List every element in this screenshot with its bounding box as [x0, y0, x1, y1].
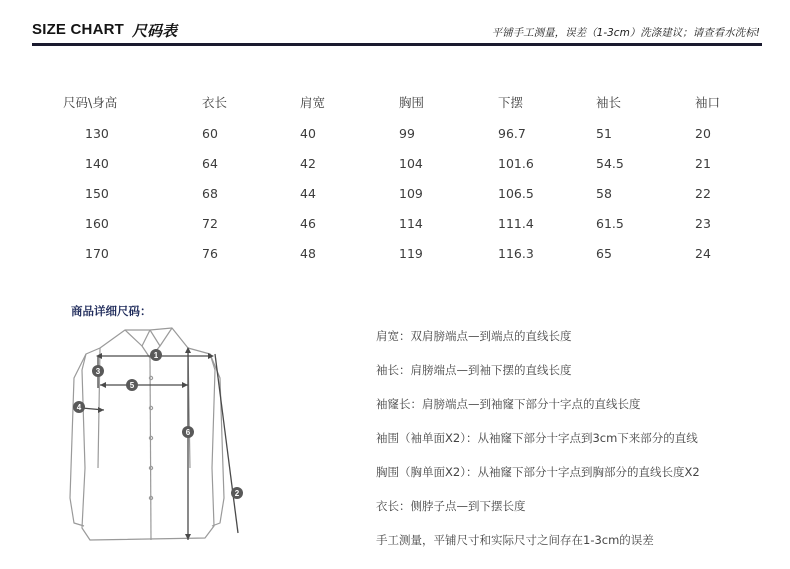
table-cell: 114 [399, 215, 423, 231]
table-cell: 58 [596, 185, 612, 201]
column-header: 肩宽 [300, 95, 326, 110]
column-header: 衣长 [202, 95, 228, 110]
table-cell: 106.5 [498, 185, 534, 201]
table-cell: 101.6 [498, 155, 534, 171]
table-cell: 22 [695, 185, 711, 201]
description-item: 肩宽：双肩膀端点—到端点的直线长度 [376, 329, 572, 343]
table-row [63, 208, 755, 238]
table-row [63, 148, 755, 178]
table-cell: 46 [300, 215, 316, 231]
marker-4-label: 4 [76, 403, 82, 412]
table-row [63, 178, 755, 208]
table-cell: 130 [85, 125, 109, 141]
table-header-row [63, 88, 755, 118]
description-item: 衣长：侧脖子点—到下摆长度 [376, 499, 526, 513]
table-cell: 51 [596, 125, 612, 141]
size-table [63, 88, 755, 268]
table-cell: 76 [202, 245, 218, 261]
table-cell: 72 [202, 215, 218, 231]
measure-arrow-icons [96, 347, 214, 540]
size-chart-title: SIZE CHART [32, 21, 124, 38]
table-cell: 170 [85, 245, 109, 261]
marker-3-label: 3 [95, 367, 101, 376]
description-item: 手工测量，平铺尺寸和实际尺寸之间存在1-3cm的误差 [376, 533, 654, 547]
description-item: 袖窿长：肩膀端点—到袖窿下部分十字点的直线长度 [376, 397, 641, 411]
column-header: 袖长 [596, 95, 622, 110]
table-cell: 96.7 [498, 125, 526, 141]
table-cell: 54.5 [596, 155, 624, 171]
marker-1-label: 1 [153, 351, 159, 360]
table-row [63, 238, 755, 268]
table-cell: 48 [300, 245, 316, 261]
table-cell: 61.5 [596, 215, 624, 231]
table-cell: 116.3 [498, 245, 534, 261]
table-cell: 42 [300, 155, 316, 171]
measurement-note: 平铺手工测量，误差（1-3cm）洗涤建议；请查看水洗标! [491, 27, 760, 39]
shirt-diagram [60, 318, 260, 548]
table-cell: 44 [300, 185, 316, 201]
table-cell: 150 [85, 185, 109, 201]
description-item: 胸围（胸单面X2）：从袖窿下部分十字点到胸部分的直线长度X2 [376, 465, 700, 479]
table-cell: 104 [399, 155, 423, 171]
table-cell: 40 [300, 125, 316, 141]
column-header: 袖口 [695, 95, 721, 110]
table-cell: 24 [695, 245, 711, 261]
description-item: 袖长：肩膀端点—到袖下摆的直线长度 [376, 363, 572, 377]
size-chart-title-cn: 尺码表 [132, 22, 178, 40]
table-cell: 111.4 [498, 215, 534, 231]
column-header: 下摆 [498, 95, 524, 110]
header [32, 18, 762, 46]
table-cell: 140 [85, 155, 109, 171]
measurement-descriptions [376, 328, 700, 566]
detail-title: 商品详细尺码： [71, 304, 152, 318]
table-cell: 64 [202, 155, 218, 171]
marker-2-label: 2 [234, 489, 240, 498]
column-header: 尺码\身高 [63, 95, 118, 110]
header-divider [32, 43, 762, 46]
table-cell: 23 [695, 215, 711, 231]
table-cell: 21 [695, 155, 711, 171]
table-cell: 160 [85, 215, 109, 231]
table-cell: 20 [695, 125, 711, 141]
shirt-outline-icon [70, 328, 224, 540]
table-cell: 65 [596, 245, 612, 261]
table-cell: 68 [202, 185, 218, 201]
table-cell: 109 [399, 185, 423, 201]
table-cell: 60 [202, 125, 218, 141]
description-item: 袖围（袖单面X2）：从袖窿下部分十字点到3cm下来部分的直线 [376, 431, 698, 445]
marker-5-label: 5 [129, 381, 135, 390]
column-header: 胸围 [399, 95, 425, 110]
table-cell: 99 [399, 125, 415, 141]
marker-6-label: 6 [185, 428, 191, 437]
table-cell: 119 [399, 245, 423, 261]
table-row [63, 118, 755, 148]
